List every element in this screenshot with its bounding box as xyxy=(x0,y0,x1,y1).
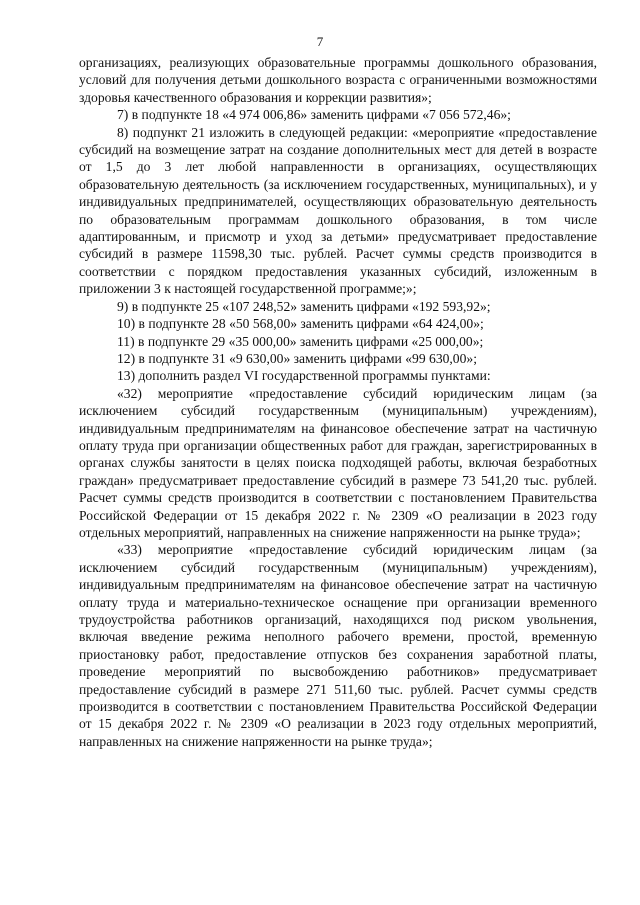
page-number: 7 xyxy=(316,34,324,49)
paragraph: 13) дополнить раздел VI государственной программы пунктами: xyxy=(117,368,491,384)
paragraph: 10) в подпункте 28 «50 568,00» заменить цифрами «64 424,00»; xyxy=(117,316,484,332)
paragraph: 8) подпункт 21 изложить в следующей редакции: «мероприятие «предоставление субсидий на возмещение затрат на создание дополнительных мест для детей в возрасте от 1,5 до 3 лет любой направленности в организациях, осуществляющих образовательную деятельность (за исключением государственных, муниципальных), и у индивидуальных предпринимателей, осуществляющих образовательную деятельность по образовательным программам дошкольного образования, в том числе адаптированным, и присмотр и уход за детьми» предусматривает предоставление субсидий в размере 11598,30 тыс. рублей. Расчет суммы средств производится в соответствии с порядком предоставления указанных субсидий, изложенным в приложении 3 к настоящей государственной программе;»; xyxy=(79,124,597,297)
paragraph: 7) в подпункте 18 «4 974 006,86» заменить цифрами «7 056 572,46»; xyxy=(117,107,511,123)
document-body xyxy=(79,54,597,750)
paragraph: «32) мероприятие «предоставление субсидий юридическим лицам (за исключением субсидий государственным (муниципальным) учреждениям), индивидуальным предпринимателям на финансовое обеспечение затрат на частичную оплату труда при организации общественных работ для граждан, зарегистрированных в органах службы занятости в целях поиска подходящей работы, включая безработных граждан» предусматривает предоставление субсидий в размере 73 541,20 тыс. рублей. Расчет суммы средств производится в соответствии с постановлением Правительства Российской Федерации от 15 декабря 2022 г. № 2309 «О реализации в 2023 году отдельных мероприятий, направленных на снижение напряженности на рынке труда»; xyxy=(79,385,597,540)
paragraph: 12) в подпункте 31 «9 630,00» заменить цифрами «99 630,00»; xyxy=(117,350,477,366)
paragraph: 9) в подпункте 25 «107 248,52» заменить цифрами «192 593,92»; xyxy=(117,298,491,314)
paragraph: «33) мероприятие «предоставление субсидий юридическим лицам (за исключением субсидий государственным (муниципальным) учреждениям), индивидуальным предпринимателям на финансовое обеспечение затрат на частичную оплату труда и материально-техническое оснащение при организации временного трудоустройства работников организаций, находящихся под риском увольнения, включая введение режима неполного рабочего времени, простой, временную приостановку работ, предоставление отпусков без сохранения заработной платы, проведение мероприятий по высвобождению работников» предусматривает предоставление субсидий в размере 271 511,60 тыс. рублей. Расчет суммы средств производится в соответствии с постановлением Правительства Российской Федерации от 15 декабря 2022 г. № 2309 «О реализации в 2023 году отдельных мероприятий, направленных на снижение напряженности на рынке труда»; xyxy=(79,542,597,749)
paragraph: организациях, реализующих образовательные программы дошкольного образования, условий для получения детьми дошкольного возраста с ограниченными возможностями здоровья качественного образования и коррекции развития»; xyxy=(79,55,597,105)
paragraph: 11) в подпункте 29 «35 000,00» заменить цифрами «25 000,00»; xyxy=(117,333,484,349)
